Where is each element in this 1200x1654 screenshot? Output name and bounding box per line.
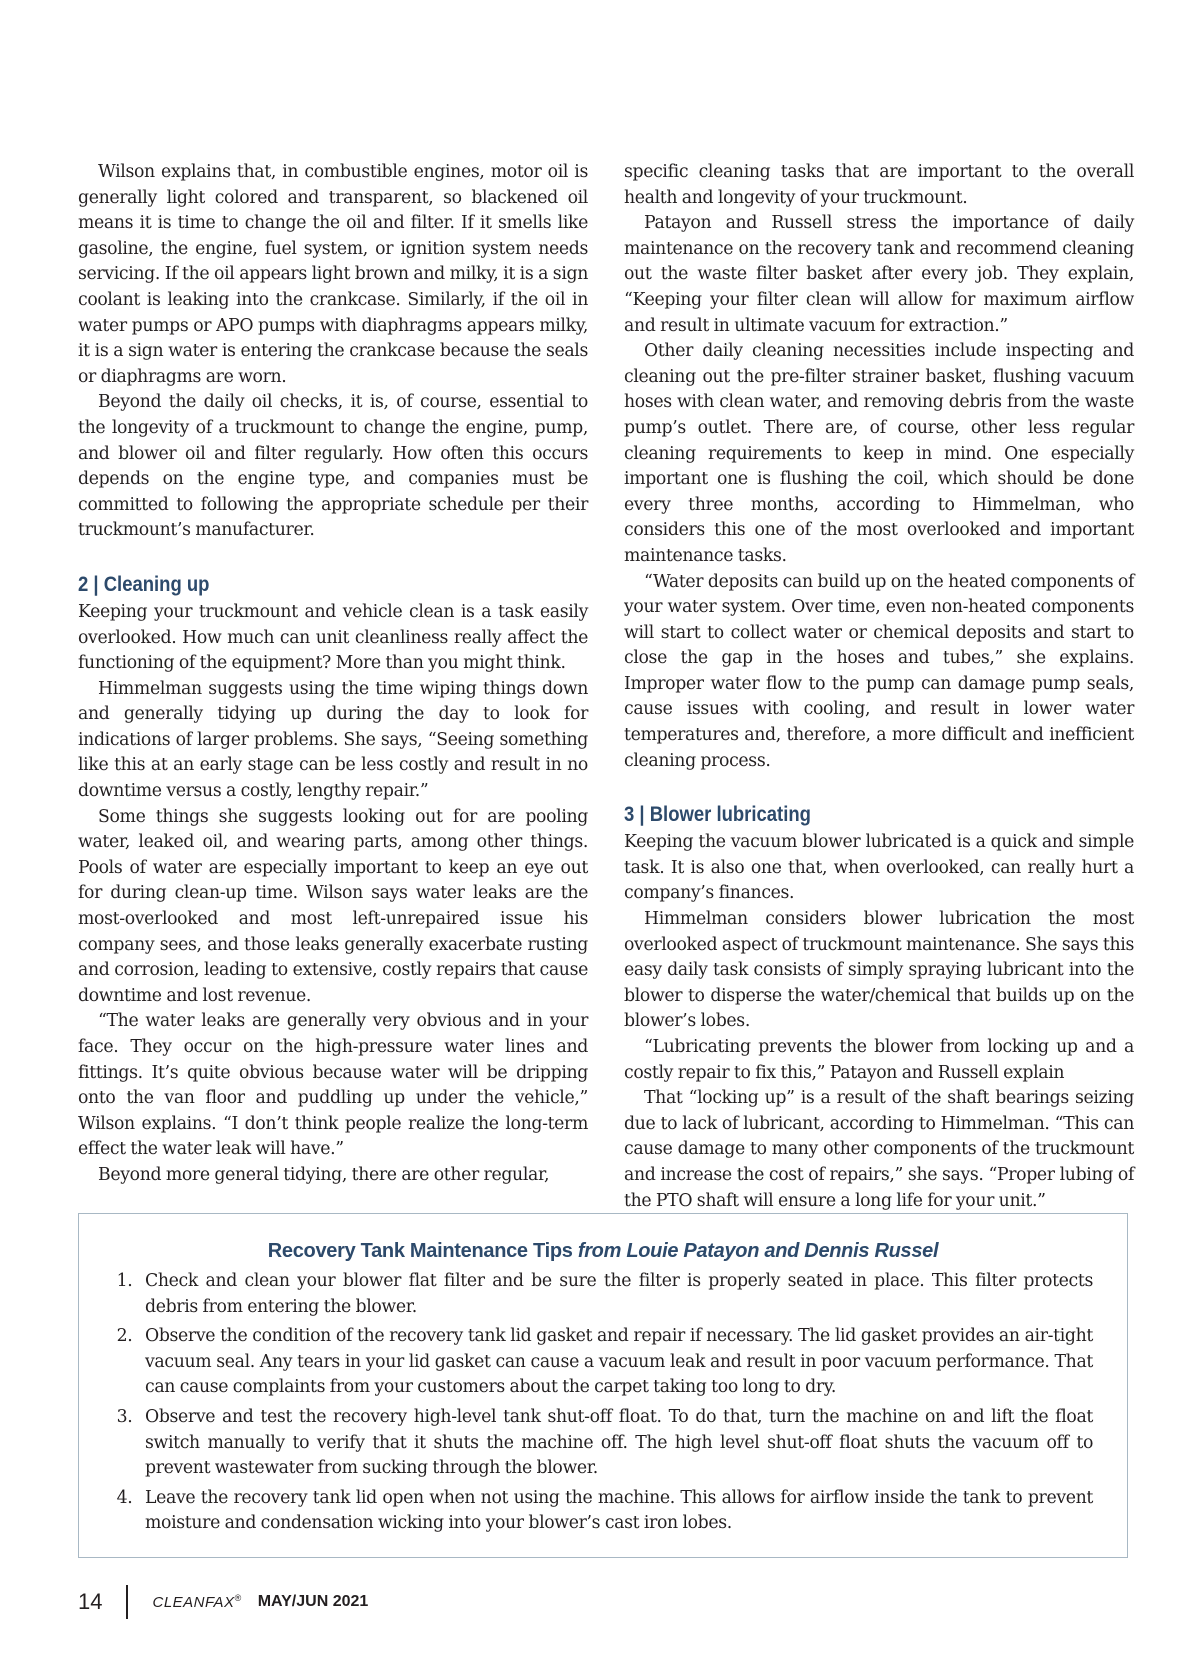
list-item: 1. Check and clean your blower flat filter and be sure the filter is properly seated in place. This filter protects debris from entering the blower.: [137, 1269, 1093, 1320]
sidebar-title: [113, 1240, 1093, 1263]
sidebar-title-attribution: from Louie Patayon and Dennis Russel: [577, 1240, 939, 1262]
footer-divider: [126, 1585, 128, 1619]
section-heading-cleaning-up: 2 | Cleaning up: [78, 572, 210, 596]
page-number: 14: [78, 1589, 103, 1614]
paragraph: Beyond more general tidying, there are other regular,: [98, 1164, 550, 1185]
registered-mark: ®: [234, 1593, 242, 1603]
paragraph: Keeping your truckmount and vehicle clean is a task easily overlooked. How much can unit cleanliness really affect the functioning of the equipment? More than you might think.: [78, 601, 588, 674]
paragraph: Patayon and Russell stress the importance of daily maintenance on the recovery tank and recommend cleaning out the waste filter basket after every job. They explain, “Keeping your filter clean will allow for maximum airflow and result in ultimate vacuum for extraction.”: [624, 213, 1134, 336]
list-item: 3. Observe and test the recovery high-level tank shut-off float. To do that, turn the machine on and lift the float switch manually to verify that it shuts the machine off. The high level shut-off float shuts the vacuum off to prevent wastewater from sucking through the blower.: [137, 1405, 1093, 1482]
issue-date: MAY/JUN 2021: [257, 1593, 369, 1610]
list-item: 2. Observe the condition of the recovery tank lid gasket and repair if necessary. The lid gasket provides an air-tight vacuum seal. Any tears in your lid gasket can cause a vacuum leak and result in poor vacuum performance. That can cause complaints from your customers about the carpet taking too long to dry.: [137, 1324, 1093, 1401]
magazine-title: CLEANFAX: [152, 1594, 235, 1611]
paragraph: “Water deposits can build up on the heated components of your water system. Over time, even non-heated components will start to collect water or chemical deposits and start to close the gap in the hoses and tubes,” she explains. Improper water flow to the pump can damage pump seals, cause issues with cooling, and result in lower water temperatures and, therefore, a more difficult and inefficient cleaning process.: [624, 571, 1134, 771]
list-item: 4. Leave the recovery tank lid open when not using the machine. This allows for airflow inside the tank to prevent moisture and condensation wicking into your blower’s cast iron lobes.: [137, 1486, 1093, 1537]
tips-sidebar-box: [78, 1213, 1128, 1558]
paragraph: That “locking up” is a result of the shaft bearings seizing due to lack of lubricant, according to Himmelman. “This can cause damage to many other components of the truckmount and increase the cost of repairs,” she says. “Proper lubing of the PTO shaft will ensure a long life for your unit.”: [624, 1088, 1134, 1211]
paragraph: Himmelman considers blower lubrication the most overlooked aspect of truckmount maintenance. She says this easy daily task consists of simply spraying lubricant into the blower to disperse the water/chemical that builds up on the blower’s lobes.: [624, 909, 1134, 1032]
paragraph: Some things she suggests looking out for are pooling water, leaked oil, and wearing parts, among other things. Pools of water are especially important to keep an eye out for during clean-up time. Wilson says water leaks are the most-overlooked and most left-unrepaired issue his company sees, and those leaks generally exacerbate rusting and corrosion, leading to extensive, costly repairs that cause downtime and lost revenue.: [78, 806, 588, 1006]
paragraph: Keeping the vacuum blower lubricated is a quick and simple task. It is also one that, when overlooked, can really hurt a company’s finances.: [624, 832, 1134, 904]
paragraph: Other daily cleaning necessities include inspecting and cleaning out the pre-filter strainer basket, flushing vacuum hoses with clean water, and removing debris from the waste pump’s outlet. There are, of course, other less regular cleaning requirements to keep in mind. One especially important one is flushing the coil, which should be done every three months, according to Himmelman, who considers this one of the most overlooked and important maintenance tasks.: [624, 341, 1134, 566]
tips-list: [113, 1269, 1093, 1537]
paragraph: Beyond the daily oil checks, it is, of course, essential to the longevity of a truckmount to change the engine, pump, and blower oil and filter regularly. How often this occurs depends on the engine type, and companies must be committed to following the appropriate schedule per their truckmount’s manufacturer.: [78, 392, 588, 541]
sidebar-title-text: Recovery Tank Maintenance Tips: [267, 1240, 573, 1262]
paragraph: “The water leaks are generally very obvious and in your face. They occur on the high-pressure water lines and fittings. It’s quite obvious because water will be dripping onto the van floor and puddling up under the vehicle,” Wilson explains. “I don’t think people realize the long-term effect the water leak will have.”: [78, 1011, 588, 1160]
magazine-name: [152, 1593, 241, 1611]
paragraph: “Lubricating prevents the blower from locking up and a costly repair to fix this,” Patayon and Russell explain: [624, 1037, 1134, 1083]
page-footer: [78, 1584, 368, 1620]
paragraph: Wilson explains that, in combustible engines, motor oil is generally light colored and transparent, so blackened oil means it is time to change the oil and filter. If it smells like gasoline, the engine, fuel system, or ignition system needs servicing. If the oil appears light brown and milky, it is a sign coolant is leaking into the crankcase. Similarly, if the oil in water pumps or APO pumps with diaphragms appears milky, it is a sign water is entering the crankcase because the seals or diaphragms are worn.: [78, 162, 588, 387]
section-heading-blower-lubricating: 3 | Blower lubricating: [624, 803, 811, 827]
left-column: [78, 160, 588, 1189]
right-column: [624, 160, 1134, 1214]
paragraph: specific cleaning tasks that are important to the overall health and longevity of your truckmount.: [624, 162, 1134, 208]
paragraph: Himmelman suggests using the time wiping things down and generally tidying up during the day to look for indications of larger problems. She says, “Seeing something like this at an early stage can be less costly and result in no downtime versus a costly, lengthy repair.”: [78, 678, 588, 802]
